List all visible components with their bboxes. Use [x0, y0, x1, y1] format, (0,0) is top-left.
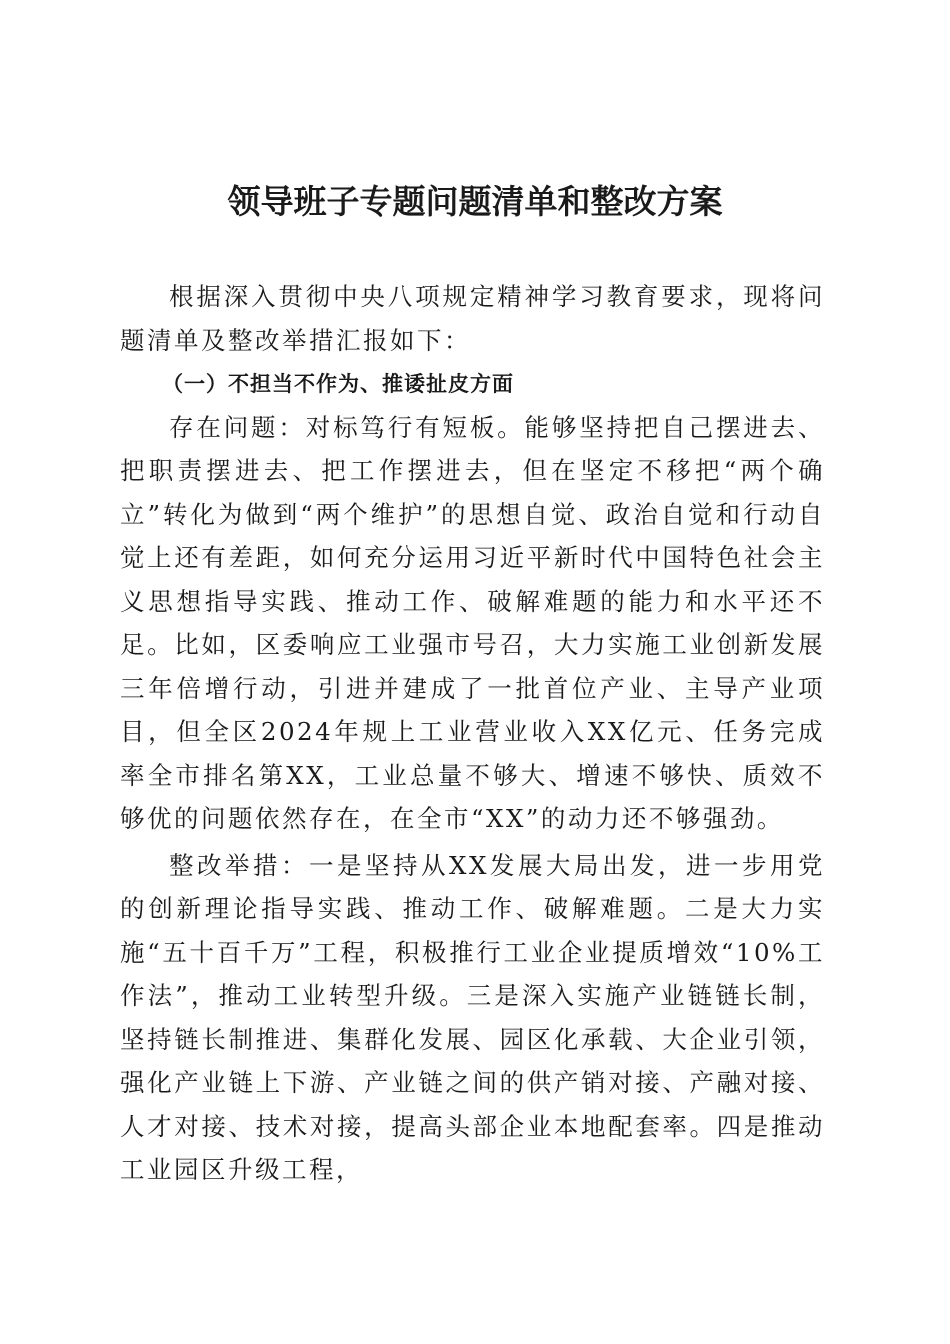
problem-paragraph: 存在问题：对标笃行有短板。能够坚持把自己摆进去、把职责摆进去、把工作摆进去，但在坚定不移把“两个确立”转化为做到“两个维护”的思想自觉、政治自觉和行动自觉上还有差距，如何充分运用习近平新时代中国特色社会主义思想指导实践、推动工作、破解难题的能力和水平还不足。比如，区委响应工业强市号召，大力实施工业创新发展三年倍增行动，引进并建成了一批首位产业、主导产业项目，但全区2024年规上工业营业收入XX亿元、任务完成率全市排名第XX，工业总量不够大、增速不够快、质效不够优的问题依然存在，在全市“XX”的动力还不够强劲。	[120, 412, 825, 833]
measures-paragraph: 整改举措：一是坚持从XX发展大局出发，进一步用党的创新理论指导实践、推动工作、破解难题。二是大力实施“五十百千万”工程，积极推行工业企业提质增效“10%工作法”，推动工业转型升级。三是深入实施产业链链长制，坚持链长制推进、集群化发展、园区化承载、大企业引领，强化产业链上下游、产业链之间的供产销对接、产融对接、人才对接、技术对接，提高头部企业本地配套率。四是推动工业园区升级工程，	[120, 850, 825, 1184]
intro-paragraph: 根据深入贯彻中央八项规定精神学习教育要求，现将问题清单及整改举措汇报如下：	[120, 282, 825, 355]
document-body	[120, 275, 825, 1192]
section-heading: （一）不担当不作为、推诿扯皮方面	[162, 371, 514, 396]
document-title: 领导班子专题问题清单和整改方案	[227, 182, 723, 221]
